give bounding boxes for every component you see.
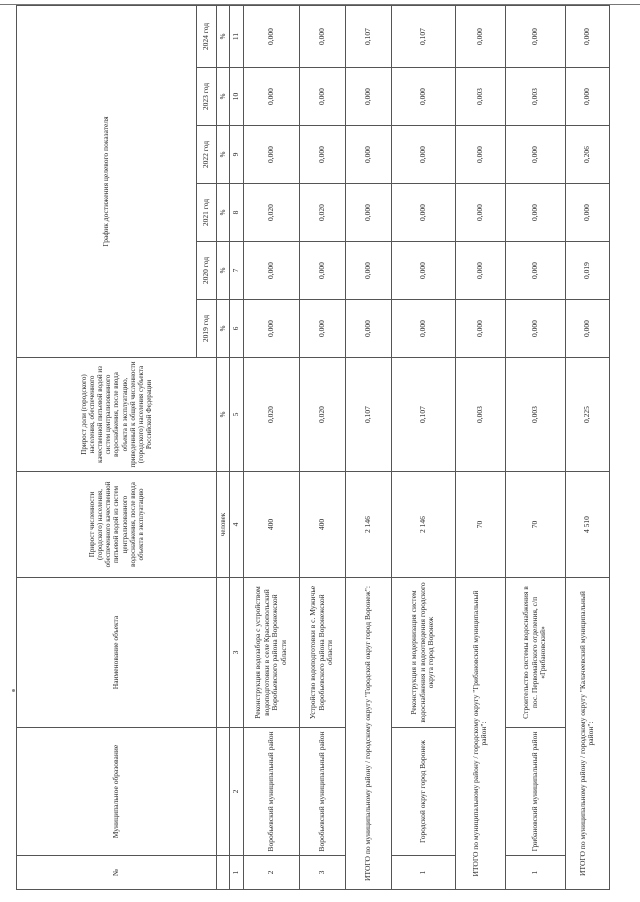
header-increase-people: Прирост численности (городского) населения, обеспеченного качественной питьевой водой из систем централизованного водоснабжения, после ввода объекта в эксплуатацию [17,472,217,578]
total-row [345,5,391,889]
colnum-7: 7 [230,242,244,300]
total-year-2021: 0,000 [455,184,505,242]
unit-people: человек [217,472,230,578]
row-people: 400 [243,472,299,578]
row-year-2022: 0,000 [299,126,345,184]
row-share: 0,107 [391,358,455,472]
total-people: 2 146 [345,472,391,578]
row-object: Строительство системы водоснабжения в пос. Первомайского отделения, с/п «Грибановский» [505,578,565,728]
row-year-2021: 0,020 [243,184,299,242]
colnum-9: 9 [230,126,244,184]
header-row [17,5,197,889]
column-numbers-row [230,5,244,889]
row-year-2020: 0,000 [243,242,299,300]
row-object: Реконструкция и модернизация систем водоснабжения и водоотведения городского округа город Воронеж [391,578,455,728]
row-people: 2 146 [391,472,455,578]
total-label: ИТОГО по муниципальному району / городскому округу "Калачеевский муниципальный район": [565,578,609,890]
table-row [299,5,345,889]
colnum-5: 5 [230,358,244,472]
total-row [565,5,609,889]
header-year-2020: 2020 год [197,242,217,300]
row-year-2021: 0,000 [391,184,455,242]
total-year-2024: 0,107 [345,5,391,67]
total-row [455,5,505,889]
header-increase-share: Прирост доли (городского) населения, обеспеченного качественной питьевой водой из систем централизованного водоснабжения, после ввода объекта в эксплуатацию, приведенный к общей численности (городского) населения субъекта Российской Федерации [17,358,217,472]
unit-percent: % [217,358,230,472]
header-schedule: График достижения целевого показателя [17,5,197,357]
unit-year-2023: % [217,68,230,126]
header-no: № [17,856,217,890]
total-label: ИТОГО по муниципальному району / городскому округу "Грибановский муниципальный район": [455,578,505,890]
row-object: Реконструкция водозабора с устройством водоподготовки в селе Краснопольский Воробьевского района Воронежской области [243,578,299,728]
units-row [217,5,230,889]
header-year-2021: 2021 год [197,184,217,242]
row-year-2019: 0,000 [505,300,565,358]
total-year-2024: 0,000 [565,5,609,67]
row-no: 2 [243,856,299,890]
header-municipality: Муниципальное образование [17,728,217,856]
row-municipality: Грибановский муниципальный район [505,728,565,856]
unit-year-2021: % [217,184,230,242]
header-year-2019: 2019 год [197,300,217,358]
unit-year-2020: % [217,242,230,300]
unit-empty-3 [217,578,230,728]
colnum-4: 4 [230,472,244,578]
row-people: 400 [299,472,345,578]
row-year-2024: 0,000 [505,5,565,67]
row-year-2019: 0,000 [299,300,345,358]
total-year-2022: 0,000 [345,126,391,184]
unit-year-2024: % [217,5,230,67]
table-row [391,5,455,889]
row-year-2023: 0,000 [243,68,299,126]
row-no: 1 [391,856,455,890]
header-year-2022: 2022 год [197,126,217,184]
row-year-2022: 0,000 [243,126,299,184]
row-year-2020: 0,000 [505,242,565,300]
colnum-10: 10 [230,68,244,126]
colnum-6: 6 [230,300,244,358]
total-label: ИТОГО по муниципальному району / городскому округу "Городской округ город Воронеж": [345,578,391,890]
table-row [505,5,565,889]
unit-empty-1 [217,856,230,890]
row-year-2020: 0,000 [391,242,455,300]
total-year-2019: 0,000 [455,300,505,358]
row-year-2024: 0,000 [299,5,345,67]
total-year-2020: 0,000 [455,242,505,300]
row-year-2023: 0,000 [299,68,345,126]
total-year-2019: 0,000 [565,300,609,358]
total-year-2019: 0,000 [345,300,391,358]
colnum-2: 2 [230,728,244,856]
row-share: 0,020 [243,358,299,472]
row-year-2019: 0,000 [243,300,299,358]
total-year-2021: 0,000 [565,184,609,242]
total-year-2022: 0,000 [455,126,505,184]
unit-year-2022: % [217,126,230,184]
row-year-2023: 0,000 [391,68,455,126]
row-year-2024: 0,107 [391,5,455,67]
total-year-2020: 0,000 [345,242,391,300]
row-municipality: Городской округ город Воронеж [391,728,455,856]
total-people: 70 [455,472,505,578]
total-share: 0,225 [565,358,609,472]
row-year-2023: 0,003 [505,68,565,126]
row-share: 0,020 [299,358,345,472]
row-no: 3 [299,856,345,890]
colnum-8: 8 [230,184,244,242]
total-year-2024: 0,000 [455,5,505,67]
row-year-2021: 0,020 [299,184,345,242]
row-year-2021: 0,000 [505,184,565,242]
row-object: Устройство водоподготовки в с. Мужичье Воробьевского района Воронежской области [299,578,345,728]
row-year-2019: 0,000 [391,300,455,358]
row-year-2024: 0,000 [243,5,299,67]
total-year-2022: 0,206 [565,126,609,184]
row-year-2020: 0,000 [299,242,345,300]
colnum-3: 3 [230,578,244,728]
total-year-2023: 0,000 [345,68,391,126]
row-municipality: Воробьевский муниципальный район [243,728,299,856]
total-share: 0,107 [345,358,391,472]
header-year-2024: 2024 год [197,5,217,67]
unit-year-2019: % [217,300,230,358]
colnum-1: 1 [230,856,244,890]
unit-empty-2 [217,728,230,856]
total-year-2023: 0,003 [455,68,505,126]
total-people: 4 510 [565,472,609,578]
row-people: 70 [505,472,565,578]
total-year-2020: 0,019 [565,242,609,300]
total-year-2021: 0,000 [345,184,391,242]
header-object: Наименование объекта [17,578,217,728]
row-municipality: Воробьевский муниципальный район [299,728,345,856]
total-share: 0,003 [455,358,505,472]
row-no: 1 [505,856,565,890]
total-year-2023: 0,000 [565,68,609,126]
scan-dot [12,689,15,692]
row-year-2022: 0,000 [391,126,455,184]
row-year-2022: 0,000 [505,126,565,184]
table-row [243,5,299,889]
row-share: 0,003 [505,358,565,472]
target-indicator-table [16,5,610,890]
colnum-11: 11 [230,5,244,67]
header-year-2023: 2023 год [197,68,217,126]
